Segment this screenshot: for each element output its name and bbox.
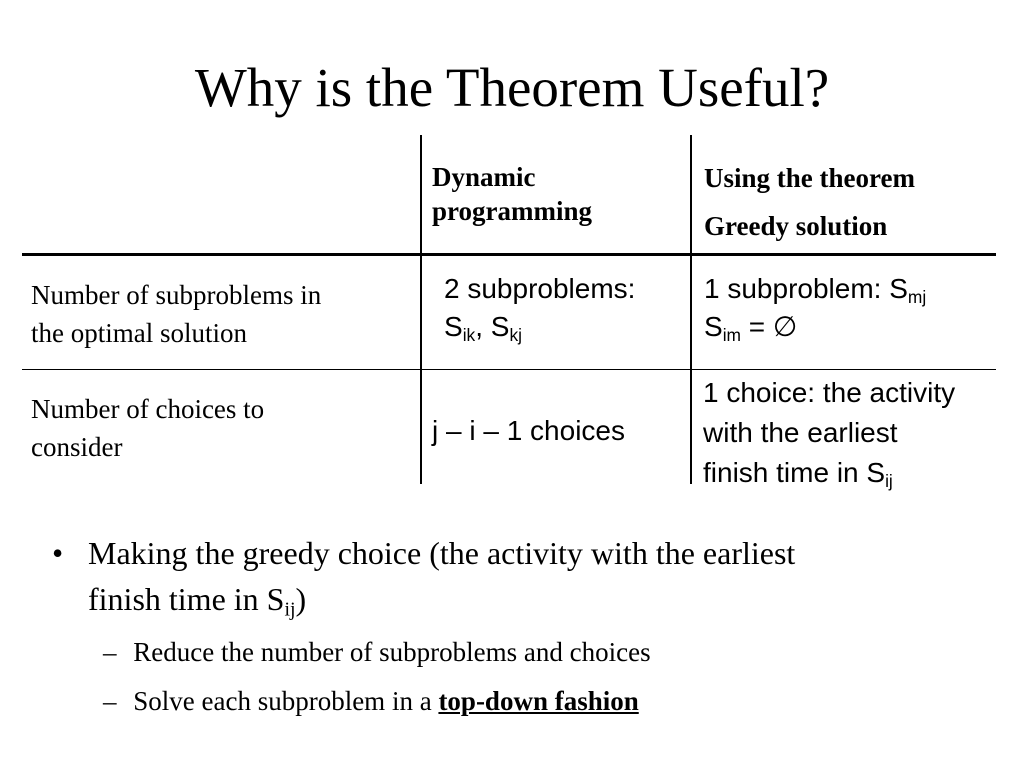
- row1-label: Number of subproblems in the optimal solution: [31, 280, 322, 348]
- bullet-marker: •: [52, 535, 64, 571]
- sub-bullet-marker: –: [103, 686, 117, 716]
- row1-dp-cell: 2 subproblems: $S_{ik}$, $S_{kj}$: [444, 273, 636, 345]
- table-vline-right: [690, 135, 692, 484]
- table-header-rule: [22, 253, 996, 256]
- table-vline-left: [420, 135, 422, 484]
- row2-dp-cell: j – i – 1 choices: [432, 415, 625, 446]
- table-header-dynamic-programming: Dynamic programming: [432, 162, 592, 226]
- bullet-main: • Making the greedy choice (the activity with the earliest finish time in $S_{ij}$): [52, 530, 992, 622]
- sub-bullet-1: – Reduce the number of subproblems and choices: [103, 637, 651, 667]
- sub-bullet-marker: –: [103, 637, 117, 667]
- table-row-rule: [22, 369, 996, 370]
- row2-label: Number of choices to consider: [31, 394, 265, 462]
- top-down-fashion-emphasis: top-down fashion: [438, 686, 639, 716]
- sub-bullet-2: – Solve each subproblem in a top-down fashion: [103, 686, 639, 716]
- slide-title: Why is the Theorem Useful?: [194, 57, 830, 118]
- row2-greedy-cell: 1 choice: the activity with the earliest finish time in $S_{ij}$: [703, 377, 956, 491]
- table-header-greedy: Using the theorem Greedy solution: [704, 163, 915, 241]
- row1-greedy-cell: 1 subproblem: $S_{mj}$ $S_{im}$ = ∅: [704, 273, 927, 345]
